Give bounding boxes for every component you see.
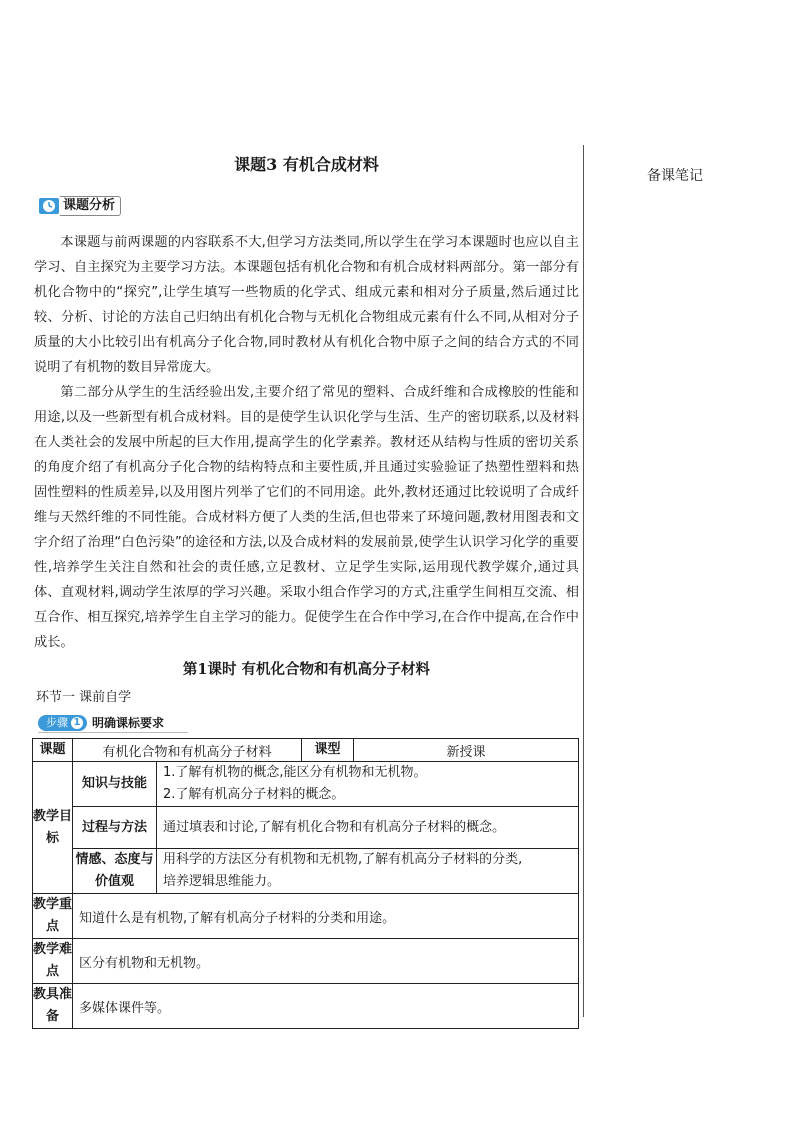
topic-label: 课题 bbox=[33, 739, 73, 762]
table-row bbox=[33, 939, 579, 984]
side-note-label: 备课笔记 bbox=[647, 168, 703, 184]
goal-line: 2.了解有机高分子材料的概念。 bbox=[163, 787, 345, 802]
step-pill-label: 步骤 bbox=[46, 715, 68, 729]
lesson-title: 第1课时 有机化合物和有机高分子材料 bbox=[182, 661, 431, 678]
key-value: 知道什么是有机物,了解有机高分子材料的分类和用途。 bbox=[73, 894, 579, 939]
difficulty-label: 教学难点 bbox=[33, 939, 73, 984]
margin-divider bbox=[583, 145, 584, 1017]
type-label: 课型 bbox=[302, 739, 354, 762]
analysis-badge-label: 课题分析 bbox=[60, 196, 121, 216]
step-header bbox=[38, 714, 164, 731]
type-value: 新授课 bbox=[354, 739, 579, 762]
lesson-plan-table bbox=[32, 738, 579, 1029]
step-pill bbox=[38, 715, 87, 731]
paragraph: 本课题与前两课题的内容联系不大,但学习方法类同,所以学生在学习本课题时也应以自主学习、自主探究为主要学习方法。本课题包括有机化合物和有机合成材料两部分。第一部分有机化合物中的“探究”,让学生填写一些物质的化学式、组成元素和相对分子质量,然后通过比较、分析、讨论的方法自己归纳出有机化合物与无机化合物组成元素有什么不同,从相对分子质量的大小比较引出有机高分子化合物,同时教材从有机化合物中原子之间的结合方式的不同说明了有机物的数目异常庞大。 bbox=[34, 235, 579, 375]
step-underline bbox=[38, 732, 188, 733]
table-row bbox=[33, 849, 579, 894]
goal-content bbox=[157, 807, 579, 849]
paragraph: 第二部分从学生的生活经验出发,主要介绍了常见的塑料、合成纤维和合成橡胶的性能和用途,以及一些新型有机合成材料。目的是使学生认识化学与生活、生产的密切联系,以及材料在人类社会的发展中所起的巨大作用,提高学生的化学素养。教材还从结构与性质的密切关系的角度介绍了有机高分子化合物的结构特点和主要性质,并且通过实验验证了热塑性塑料和热固性塑料的性质差异,以及用图片列举了它们的不同用途。此外,教材还通过比较说明了合成纤维与天然纤维的不同性能。合成材料方便了人类的生活,但也带来了环境问题,教材用图表和文字介绍了治理“白色污染”的途径和方法,以及合成材料的发展前景,使学生认识学习化学的重要性,培养学生关注自然和社会的责任感,立足教材、立足学生实际,运用现代教学媒介,通过具体、直观材料,调动学生浓厚的学习兴趣。采取小组合作学习的方式,注重学生间相互交流、相互合作、相互探究,培养学生自主学习的能力。促使学生在合作中学习,在合作中提高,在合作中成长。 bbox=[34, 385, 579, 650]
goal-label: 情感、态度与价值观 bbox=[73, 849, 157, 894]
goals-label: 教学目标 bbox=[33, 762, 73, 894]
tools-value: 多媒体课件等。 bbox=[73, 984, 579, 1029]
goal-line: 1.了解有机物的概念,能区分有机物和无机物。 bbox=[163, 765, 427, 780]
key-label: 教学重点 bbox=[33, 894, 73, 939]
goal-content bbox=[157, 849, 579, 894]
table-row bbox=[33, 762, 579, 807]
clock-icon bbox=[38, 196, 60, 216]
goal-line: 培养逻辑思维能力。 bbox=[163, 874, 281, 889]
topic-value: 有机化合物和有机高分子材料 bbox=[73, 739, 302, 762]
goal-line: 用科学的方法区分有机物和无机物,了解有机高分子材料的分类, bbox=[163, 852, 523, 867]
goal-label: 过程与方法 bbox=[73, 807, 157, 849]
table-row bbox=[33, 807, 579, 849]
table-row bbox=[33, 984, 579, 1029]
page-title: 课题3 有机合成材料 bbox=[234, 155, 379, 174]
table-row bbox=[33, 894, 579, 939]
step-title: 明确课标要求 bbox=[92, 716, 165, 730]
goal-label: 知识与技能 bbox=[73, 762, 157, 807]
analysis-badge bbox=[38, 196, 121, 216]
step-number: 1 bbox=[71, 717, 83, 729]
tools-label: 教具准备 bbox=[33, 984, 73, 1029]
difficulty-value: 区分有机物和无机物。 bbox=[73, 939, 579, 984]
table-row bbox=[33, 739, 579, 762]
goal-line: 通过填表和讨论,了解有机化合物和有机高分子材料的概念。 bbox=[163, 819, 506, 835]
section-label: 环节一 课前自学 bbox=[36, 690, 132, 705]
goal-content bbox=[157, 762, 579, 807]
